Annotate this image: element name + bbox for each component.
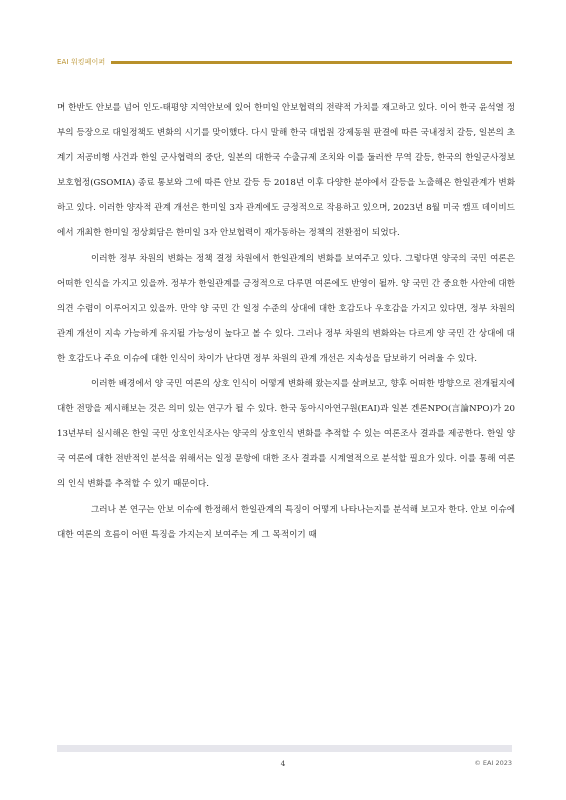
- page-header: [57, 56, 512, 68]
- copyright-notice: © EAI 2023: [474, 759, 512, 767]
- paragraph-continued: 며 한반도 안보를 넘어 인도-태평양 지역안보에 있어 한미일 안보협력의 전략적 가치를 재고하고 있다. 이어 한국 윤석열 정부의 등장으로 대일정책도 변화의 시기를 맞이했다. 다시 말해 한국 대법원 강제동원 판결에 따른 국내정치 갈등, 일본의 초계기 저공비행 사건과 한일 군사협력의 중단, 일본의 대한국 수출규제 조치와 이를 둘러싼 무역 갈등, 한국의 한일군사정보보호협정(GSOMIA) 종료 통보와 그에 따른 안보 갈등 등 2018년 이후 다양한 분야에서 갈등을 노출해온 한일관계가 변화하고 있다. 이러한 양자적 관계 개선은 한미일 3자 관계에도 긍정적으로 작용하고 있으며, 2023년 8월 미국 캠프 데이비드에서 개최한 한미일 정상회담은 한미일 3자 안보협력이 재가동하는 정책의 전환점이 되었다.: [57, 103, 515, 239]
- paragraph: 그러나 본 연구는 안보 이슈에 한정해서 한일관계의 특징이 어떻게 나타나는지를 분석해 보고자 한다. 안보 이슈에 대한 여론의 흐름이 어떤 특징을 가지는지 보여주는 게 그 목적이기 때: [57, 504, 515, 540]
- body-text: [57, 96, 515, 548]
- paragraph: 이러한 정부 차원의 변화는 정책 결정 차원에서 한일관계의 변화를 보여주고 있다. 그렇다면 양국의 국민 여론은 어떠한 인식을 가지고 있을까. 정부가 한일관계를 긍정적으로 다루면 여론에도 반영이 될까. 양 국민 간 중요한 사안에 대한 의견 수렴이 이루어지고 있을까. 만약 양 국민 간 일정 수준의 상대에 대한 호감도나 우호감을 가지고 있다면, 정부 차원의 관계 개선이 지속 가능하게 유지될 가능성이 높다고 볼 수 있다. 그러나 정부 차원의 변화와는 다르게 양 국민 간 상대에 대한 호감도나 주요 이슈에 대한 인식이 차이가 난다면 정부 차원의 관계 개선은 지속성을 담보하기 어려울 수 있다.: [57, 253, 515, 364]
- page-number: 4: [280, 759, 286, 768]
- footer-rule: [57, 745, 512, 752]
- paragraph: 이러한 배경에서 양 국민 여론의 상호 인식이 어떻게 변화해 왔는지를 살펴보고, 향후 어떠한 방향으로 전개될지에 대한 전망을 제시해보는 것은 의미 있는 연구가 될 수 있다. 한국 동아시아연구원(EAI)과 일본 겐론NPO(言論NPO)가 2013년부터 실시해온 한일 국민 상호인식조사는 양국의 상호인식 변화를 추적할 수 있는 여론조사 결과를 제공한다. 한일 양국 여론에 대한 전반적인 분석을 위해서는 일정 문항에 대한 조사 결과를 시계열적으로 분석할 필요가 있다. 이를 통해 여론의 인식 변화를 추적할 수 있기 때문이다.: [57, 379, 515, 490]
- series-title: EAI 워킹페이퍼: [57, 58, 106, 66]
- header-rule: [111, 61, 512, 64]
